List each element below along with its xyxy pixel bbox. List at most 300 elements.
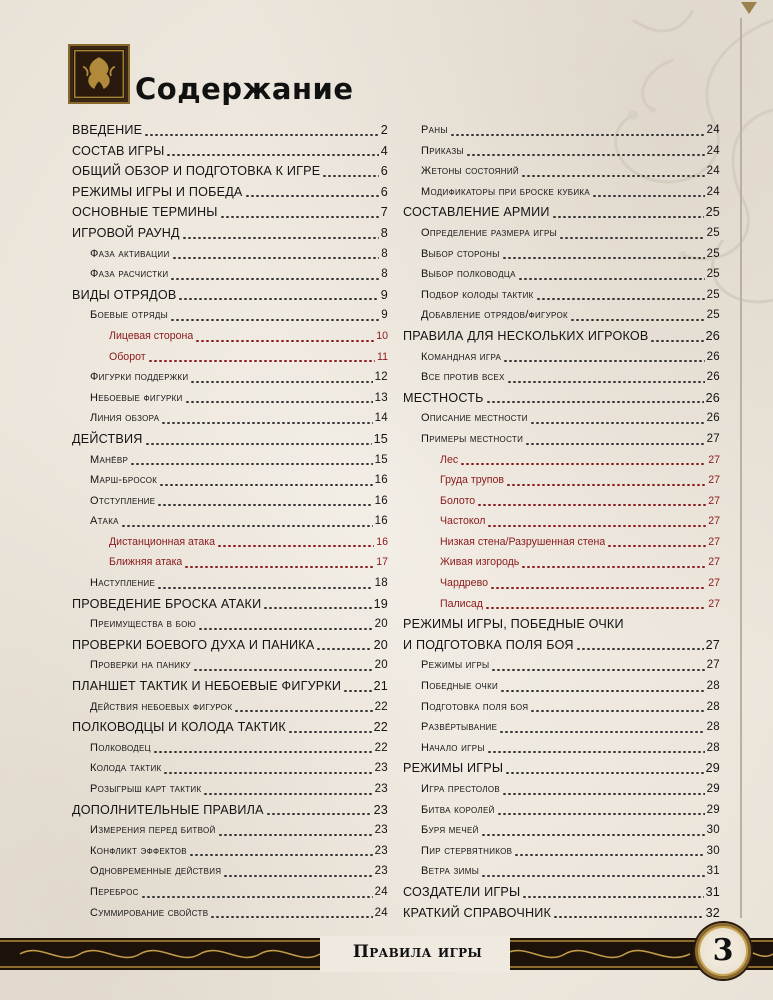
toc-entry[interactable] bbox=[72, 408, 388, 429]
toc-entry-page: 28 bbox=[706, 721, 720, 734]
dot-leader bbox=[490, 587, 706, 589]
toc-entry-page: 21 bbox=[373, 679, 388, 694]
toc-entry-title: Раны bbox=[421, 124, 448, 136]
toc-entry-page: 25 bbox=[706, 288, 720, 301]
toc-entry-title: Измерения перед битвой bbox=[90, 824, 216, 837]
toc-entry[interactable] bbox=[403, 903, 720, 924]
toc-entry[interactable] bbox=[72, 635, 388, 656]
dot-leader bbox=[486, 401, 704, 403]
toc-entry-title: ИГРОВОЙ РАУНД bbox=[72, 225, 180, 240]
toc-entry-title: Отступление bbox=[90, 494, 156, 507]
toc-entry[interactable] bbox=[403, 532, 720, 553]
toc-entry-page: 24 bbox=[374, 885, 388, 898]
toc-entry-title: Низкая стена/Разрушенная стена bbox=[440, 535, 606, 548]
toc-entry[interactable] bbox=[72, 820, 388, 841]
dot-leader bbox=[210, 916, 372, 918]
toc-entry-page: 16 bbox=[374, 494, 388, 507]
dot-leader bbox=[553, 916, 704, 918]
dot-leader bbox=[536, 298, 705, 300]
toc-entry-title: Действия небоевых фигурок bbox=[90, 700, 233, 713]
dot-leader bbox=[223, 875, 372, 877]
dot-leader bbox=[460, 463, 706, 465]
toc-entry[interactable] bbox=[403, 573, 720, 594]
dot-leader bbox=[487, 751, 705, 753]
toc-entry-page: 23 bbox=[373, 802, 388, 817]
toc-entry-title: Частокол bbox=[440, 515, 486, 528]
dot-leader bbox=[500, 690, 705, 692]
toc-entry-page: 16 bbox=[374, 515, 388, 528]
dot-leader bbox=[552, 216, 704, 218]
toc-entry[interactable] bbox=[403, 779, 720, 800]
dot-leader bbox=[263, 607, 371, 609]
toc-entry-title: Модификаторы при броске кубика bbox=[421, 185, 590, 198]
toc-entry-title: Лицевая сторона bbox=[109, 329, 194, 342]
toc-entry-page: 11 bbox=[377, 350, 388, 363]
toc-entry-title: Фигурки поддержки bbox=[90, 371, 189, 384]
dot-leader bbox=[145, 443, 372, 445]
toc-entry-page: 27 bbox=[708, 556, 720, 569]
toc-entry[interactable] bbox=[72, 697, 388, 718]
toc-entry-title: И ПОДГОТОВКА ПОЛЯ БОЯ bbox=[403, 637, 574, 652]
toc-entry[interactable] bbox=[72, 141, 388, 162]
toc-entry-title: Битва королей bbox=[421, 803, 495, 816]
dot-leader bbox=[141, 896, 373, 898]
toc-entry-title: Выбор стороны bbox=[421, 247, 500, 260]
toc-entry-title: Атака bbox=[90, 515, 119, 528]
dot-leader bbox=[502, 793, 705, 795]
dot-leader bbox=[505, 772, 703, 774]
toc-entry[interactable] bbox=[72, 470, 388, 491]
toc-entry-title: Суммирование свойств bbox=[90, 906, 209, 919]
toc-entry[interactable] bbox=[72, 120, 388, 141]
toc-entry-page: 23 bbox=[374, 844, 388, 857]
toc-entry-title: Начало игры bbox=[421, 741, 485, 754]
dot-leader bbox=[487, 525, 706, 527]
toc-entry[interactable] bbox=[403, 161, 720, 182]
dot-leader bbox=[184, 566, 374, 568]
toc-entry[interactable] bbox=[72, 532, 388, 553]
toc-entry[interactable] bbox=[403, 223, 720, 244]
toc-entry-page: 27 bbox=[708, 474, 720, 487]
toc-entry-title: Ветра зимы bbox=[421, 865, 480, 878]
toc-entry-page: 31 bbox=[705, 884, 720, 899]
dot-leader bbox=[166, 154, 378, 156]
toc-entry-page: 25 bbox=[706, 268, 720, 281]
dot-leader bbox=[144, 134, 379, 136]
dot-leader bbox=[570, 319, 705, 321]
toc-entry[interactable] bbox=[403, 285, 720, 306]
toc-entry[interactable] bbox=[403, 758, 720, 779]
toc-entry[interactable] bbox=[403, 367, 720, 388]
toc-entry[interactable] bbox=[403, 800, 720, 821]
dot-leader bbox=[592, 195, 705, 197]
toc-entry[interactable] bbox=[72, 347, 388, 368]
toc-entry[interactable] bbox=[72, 388, 388, 409]
toc-entry[interactable] bbox=[72, 717, 388, 738]
dot-leader bbox=[170, 319, 379, 321]
toc-entry-title: Фаза активации bbox=[90, 247, 170, 260]
toc-entry-title: Буря мечей bbox=[421, 824, 479, 837]
toc-entry[interactable] bbox=[403, 820, 720, 841]
dot-leader bbox=[322, 175, 378, 177]
toc-entry-page: 9 bbox=[380, 287, 388, 302]
toc-entry-title: ВИДЫ ОТРЯДОВ bbox=[72, 287, 177, 302]
toc-entry-page: 19 bbox=[373, 596, 388, 611]
toc-entry-page: 8 bbox=[380, 225, 388, 240]
dot-leader bbox=[514, 854, 704, 856]
page-number-medallion bbox=[695, 923, 751, 979]
toc-entry-page: 27 bbox=[706, 659, 720, 672]
toc-entry-title: Проверки на панику bbox=[90, 659, 191, 672]
dot-leader bbox=[466, 154, 705, 156]
toc-entry-title: Одновременные действия bbox=[90, 865, 222, 878]
toc-entry-title: ПОЛКОВОДЦЫ И КОЛОДА ТАКТИК bbox=[72, 720, 286, 735]
dot-leader bbox=[245, 195, 379, 197]
toc-entry[interactable] bbox=[403, 244, 720, 265]
toc-entry-page: 20 bbox=[374, 618, 388, 631]
dot-leader bbox=[170, 278, 379, 280]
toc-entry-page: 25 bbox=[705, 205, 720, 220]
page-title: Содержание bbox=[135, 72, 354, 106]
toc-entry-page: 22 bbox=[373, 720, 388, 735]
dot-leader bbox=[153, 751, 373, 753]
toc-entry-page: 25 bbox=[706, 247, 720, 260]
toc-entry[interactable] bbox=[403, 676, 720, 697]
toc-entry[interactable] bbox=[72, 429, 388, 450]
toc-entry-page: 26 bbox=[706, 371, 720, 384]
toc-entry-page: 10 bbox=[376, 329, 388, 342]
toc-entry-title: Преимущества в бою bbox=[90, 618, 197, 631]
toc-entry-title: ПРОВЕДЕНИЕ БРОСКА АТАКИ bbox=[72, 596, 262, 611]
toc-entry-page: 27 bbox=[706, 432, 720, 445]
toc-entry[interactable] bbox=[403, 552, 720, 573]
toc-entry-page: 30 bbox=[706, 824, 720, 837]
dot-leader bbox=[450, 134, 705, 136]
toc-entry-title: ДЕЙСТВИЯ bbox=[72, 431, 143, 446]
toc-entry-page: 18 bbox=[374, 577, 388, 590]
toc-entry-title: Добавление отрядов/фигурок bbox=[421, 309, 569, 322]
toc-entry-title: РЕЖИМЫ ИГРЫ И ПОБЕДА bbox=[72, 184, 243, 199]
toc-entry-page: 29 bbox=[705, 761, 720, 776]
toc-entry[interactable] bbox=[72, 758, 388, 779]
toc-entry-page: 16 bbox=[374, 474, 388, 487]
toc-entry-page: 24 bbox=[706, 124, 720, 136]
toc-entry[interactable] bbox=[403, 470, 720, 491]
dot-leader bbox=[559, 237, 705, 239]
toc-entry[interactable] bbox=[72, 367, 388, 388]
dot-leader bbox=[234, 710, 372, 712]
toc-entry[interactable] bbox=[72, 614, 388, 635]
toc-entry-page: 24 bbox=[706, 144, 720, 157]
toc-entry-page: 27 bbox=[708, 515, 720, 528]
toc-entry-title: МЕСТНОСТЬ bbox=[403, 390, 484, 405]
right-margin-rule bbox=[740, 18, 742, 918]
toc-entry[interactable] bbox=[403, 347, 720, 368]
toc-entry[interactable] bbox=[72, 305, 388, 326]
toc-right-column bbox=[403, 120, 720, 923]
toc-entry-page: 26 bbox=[705, 390, 720, 405]
toc-entry[interactable] bbox=[72, 882, 388, 903]
dot-leader bbox=[481, 834, 705, 836]
dot-leader bbox=[157, 504, 372, 506]
toc-entry-title: Болото bbox=[440, 494, 476, 507]
toc-entry-title: ПЛАНШЕТ ТАКТИК И НЕБОЕВЫЕ ФИГУРКИ bbox=[72, 679, 342, 694]
toc-entry-title: Дистанционная атака bbox=[109, 535, 216, 548]
toc-entry-page: 13 bbox=[374, 391, 388, 404]
toc-entry-page: 12 bbox=[374, 371, 388, 384]
toc-entry[interactable] bbox=[403, 594, 720, 615]
dot-leader bbox=[530, 422, 705, 424]
dot-leader bbox=[607, 545, 706, 547]
dot-leader bbox=[266, 813, 372, 815]
toc-entry[interactable] bbox=[403, 738, 720, 759]
toc-entry[interactable] bbox=[72, 573, 388, 594]
toc-entry[interactable] bbox=[403, 388, 720, 409]
toc-entry[interactable] bbox=[72, 244, 388, 265]
toc-entry-title: ОСНОВНЫЕ ТЕРМИНЫ bbox=[72, 205, 218, 220]
page-number: 3 bbox=[712, 933, 734, 968]
dot-leader bbox=[182, 237, 379, 239]
toc-entry-page: 27 bbox=[708, 494, 720, 507]
toc-entry-page: 2 bbox=[380, 123, 388, 137]
toc-entry[interactable] bbox=[72, 903, 388, 924]
toc-entry-page: 25 bbox=[706, 226, 720, 239]
dot-leader bbox=[650, 340, 703, 342]
toc-entry-title: Подбор колоды тактик bbox=[421, 288, 534, 301]
toc-entry-page: 28 bbox=[706, 700, 720, 713]
dot-leader bbox=[521, 566, 706, 568]
toc-entry-page: 22 bbox=[374, 700, 388, 713]
toc-entry-title: СОЗДАТЕЛИ ИГРЫ bbox=[403, 884, 521, 899]
toc-entry-title: Колода тактик bbox=[90, 762, 162, 775]
dot-leader bbox=[161, 422, 372, 424]
toc-entry-title: Игра престолов bbox=[421, 783, 501, 795]
toc-entry-page: 28 bbox=[706, 680, 720, 693]
toc-entry-title: Приказы bbox=[421, 144, 464, 157]
toc-entry-page: 9 bbox=[381, 309, 388, 322]
toc-entry-page: 27 bbox=[708, 535, 720, 548]
toc-entry-title: Наступление bbox=[90, 577, 156, 590]
toc-entry[interactable] bbox=[72, 182, 388, 203]
toc-entry-title: Фаза расчистки bbox=[90, 268, 169, 281]
dot-leader bbox=[491, 669, 704, 671]
toc-entry[interactable] bbox=[72, 326, 388, 347]
toc-entry-page: 7 bbox=[380, 205, 388, 220]
dot-leader bbox=[316, 648, 371, 650]
dot-leader bbox=[198, 628, 373, 630]
toc-entry-title: Режимы игры bbox=[421, 659, 490, 672]
toc-entry[interactable] bbox=[72, 511, 388, 532]
toc-entry-title: Определение размера игры bbox=[421, 226, 558, 239]
toc-entry-title: ПРОВЕРКИ БОЕВОГО ДУХА И ПАНИКА bbox=[72, 637, 315, 652]
dot-leader bbox=[130, 463, 373, 465]
toc-entry-title: Конфликт эффектов bbox=[90, 844, 187, 857]
toc-entry[interactable] bbox=[403, 264, 720, 285]
toc-entry[interactable] bbox=[403, 491, 720, 512]
toc-entry-title: Полководец bbox=[90, 741, 151, 754]
toc-entry-title: ДОПОЛНИТЕЛЬНЫЕ ПРАВИЛА bbox=[72, 802, 264, 817]
dot-leader bbox=[189, 854, 373, 856]
dot-leader bbox=[503, 360, 704, 362]
toc-entry-page: 27 bbox=[708, 577, 720, 590]
toc-left-column bbox=[72, 120, 388, 923]
toc-entry[interactable] bbox=[403, 511, 720, 532]
heraldic-emblem-icon bbox=[68, 44, 130, 104]
toc-entry-title: ОБЩИЙ ОБЗОР И ПОДГОТОВКА К ИГРЕ bbox=[72, 164, 321, 179]
toc-entry-title: ПРАВИЛА ДЛЯ НЕСКОЛЬКИХ ИГРОКОВ bbox=[403, 328, 649, 343]
toc-entry-page: 22 bbox=[374, 741, 388, 754]
toc-entry[interactable] bbox=[403, 202, 720, 223]
toc-entry-page: 15 bbox=[374, 453, 388, 466]
toc-entry[interactable] bbox=[72, 655, 388, 676]
dot-leader bbox=[218, 834, 373, 836]
toc-entry-page: 20 bbox=[373, 637, 388, 652]
dot-leader bbox=[485, 607, 706, 609]
toc-entry[interactable] bbox=[72, 161, 388, 182]
dot-leader bbox=[477, 504, 706, 506]
toc-entry[interactable] bbox=[72, 800, 388, 821]
toc-entry[interactable] bbox=[403, 861, 720, 882]
toc-entry-page: 24 bbox=[706, 185, 720, 198]
toc-entry-page: 15 bbox=[373, 431, 388, 446]
dot-leader bbox=[481, 875, 705, 877]
toc-entry-title: ВВЕДЕНИЕ bbox=[72, 123, 143, 137]
toc-entry-title: СОСТАВЛЕНИЕ АРМИИ bbox=[403, 205, 550, 220]
dot-leader bbox=[148, 360, 375, 362]
toc-entry[interactable] bbox=[403, 120, 720, 141]
toc-entry-page: 23 bbox=[374, 762, 388, 775]
toc-entry-page: 26 bbox=[706, 412, 720, 425]
toc-entry-page: 16 bbox=[376, 535, 388, 548]
toc-entry-page: 28 bbox=[706, 741, 720, 754]
toc-entry-title: Все против всех bbox=[421, 371, 505, 384]
toc-entry-page: 23 bbox=[374, 865, 388, 878]
dot-leader bbox=[190, 381, 372, 383]
toc-entry-title: Груда трупов bbox=[440, 474, 505, 487]
toc-entry-page: 20 bbox=[374, 659, 388, 672]
toc-entry[interactable] bbox=[403, 614, 720, 635]
toc-entry[interactable] bbox=[403, 326, 720, 347]
dot-leader bbox=[502, 257, 705, 259]
dot-leader bbox=[193, 669, 373, 671]
toc-entry[interactable] bbox=[72, 594, 388, 615]
toc-entry[interactable] bbox=[403, 697, 720, 718]
toc-entry-title: КРАТКИЙ СПРАВОЧНИК bbox=[403, 905, 552, 920]
toc-entry-page: 6 bbox=[380, 164, 388, 179]
toc-entry[interactable] bbox=[72, 491, 388, 512]
toc-entry-page: 29 bbox=[706, 803, 720, 816]
toc-entry[interactable] bbox=[403, 429, 720, 450]
dot-leader bbox=[525, 443, 704, 445]
footer-section-title: Правила игры bbox=[352, 942, 483, 962]
dot-leader bbox=[497, 813, 705, 815]
toc-entry[interactable] bbox=[403, 717, 720, 738]
toc-entry-page: 32 bbox=[705, 905, 720, 920]
toc-entry-title: Описание местности bbox=[421, 412, 528, 425]
toc-entry-title: Развёртывание bbox=[421, 721, 498, 734]
toc-entry[interactable] bbox=[72, 450, 388, 471]
toc-entry-page: 27 bbox=[708, 597, 720, 610]
toc-entry-title: Лес bbox=[440, 453, 459, 466]
toc-entry-title: Победные очки bbox=[421, 680, 499, 693]
toc-entry-title: Командная игра bbox=[421, 350, 502, 363]
toc-entry[interactable] bbox=[403, 655, 720, 676]
toc-entry-page: 8 bbox=[381, 268, 388, 281]
dot-leader bbox=[343, 690, 371, 692]
toc-entry[interactable] bbox=[403, 305, 720, 326]
toc-entry-title: Подготовка поля боя bbox=[421, 700, 529, 713]
toc-entry-page: 27 bbox=[705, 637, 720, 652]
toc-entry[interactable] bbox=[72, 552, 388, 573]
toc-entry[interactable] bbox=[403, 450, 720, 471]
toc-entry[interactable] bbox=[72, 223, 388, 244]
toc-entry[interactable] bbox=[403, 141, 720, 162]
toc-entry-page: 30 bbox=[706, 844, 720, 857]
dot-leader bbox=[172, 257, 380, 259]
dot-leader bbox=[521, 175, 705, 177]
dot-leader bbox=[121, 525, 373, 527]
toc-entry[interactable] bbox=[403, 841, 720, 862]
toc-entry[interactable] bbox=[403, 408, 720, 429]
toc-entry[interactable] bbox=[72, 264, 388, 285]
toc-entry-title: Ближняя атака bbox=[109, 556, 183, 569]
dot-leader bbox=[576, 648, 704, 650]
toc-entry-title: РЕЖИМЫ ИГРЫ bbox=[403, 761, 504, 776]
toc-entry[interactable] bbox=[72, 285, 388, 306]
toc-entry[interactable] bbox=[403, 882, 720, 903]
toc-entry[interactable] bbox=[72, 676, 388, 697]
dot-leader bbox=[159, 484, 372, 486]
dot-leader bbox=[157, 587, 373, 589]
dot-leader bbox=[506, 484, 706, 486]
toc-entry[interactable] bbox=[72, 738, 388, 759]
dot-leader bbox=[203, 793, 372, 795]
dot-leader bbox=[185, 401, 373, 403]
toc-entry-page: 26 bbox=[706, 350, 720, 363]
toc-entry-title: Оборот bbox=[109, 350, 146, 363]
dot-leader bbox=[522, 896, 703, 898]
toc-entry-page: 24 bbox=[706, 165, 720, 178]
toc-entry-page: 4 bbox=[380, 143, 388, 158]
toc-entry-page: 23 bbox=[374, 783, 388, 795]
toc-entry[interactable] bbox=[403, 635, 720, 656]
toc-entry-title: Боевые отряды bbox=[90, 309, 169, 322]
toc-entry-page: 23 bbox=[374, 824, 388, 837]
toc-entry-page: 25 bbox=[706, 309, 720, 322]
toc-entry-title: Палисад bbox=[440, 597, 483, 610]
toc-entry[interactable] bbox=[72, 779, 388, 800]
dot-leader bbox=[217, 545, 374, 547]
toc-entry-page: 14 bbox=[374, 412, 388, 425]
dot-leader bbox=[288, 731, 372, 733]
toc-entry-page: 24 bbox=[374, 906, 388, 919]
toc-entry-title: Линия обзора bbox=[90, 412, 160, 425]
dot-leader bbox=[178, 298, 378, 300]
toc-entry-page: 17 bbox=[376, 556, 388, 569]
toc-entry-title: Розыгрыш карт тактик bbox=[90, 783, 202, 795]
toc-entry-title: Пир стервятников bbox=[421, 844, 513, 857]
toc-entry-page: 31 bbox=[706, 865, 720, 878]
dot-leader bbox=[507, 381, 705, 383]
dot-leader bbox=[195, 340, 374, 342]
toc-entry-title: Марш-бросок bbox=[90, 474, 158, 487]
toc-entry[interactable] bbox=[72, 841, 388, 862]
toc-entry[interactable] bbox=[72, 861, 388, 882]
toc-entry-title: Жетоны состояний bbox=[421, 165, 519, 178]
toc-entry[interactable] bbox=[72, 202, 388, 223]
toc-entry[interactable] bbox=[403, 182, 720, 203]
toc-entry-title: РЕЖИМЫ ИГРЫ, ПОБЕДНЫЕ ОЧКИ bbox=[403, 617, 624, 632]
